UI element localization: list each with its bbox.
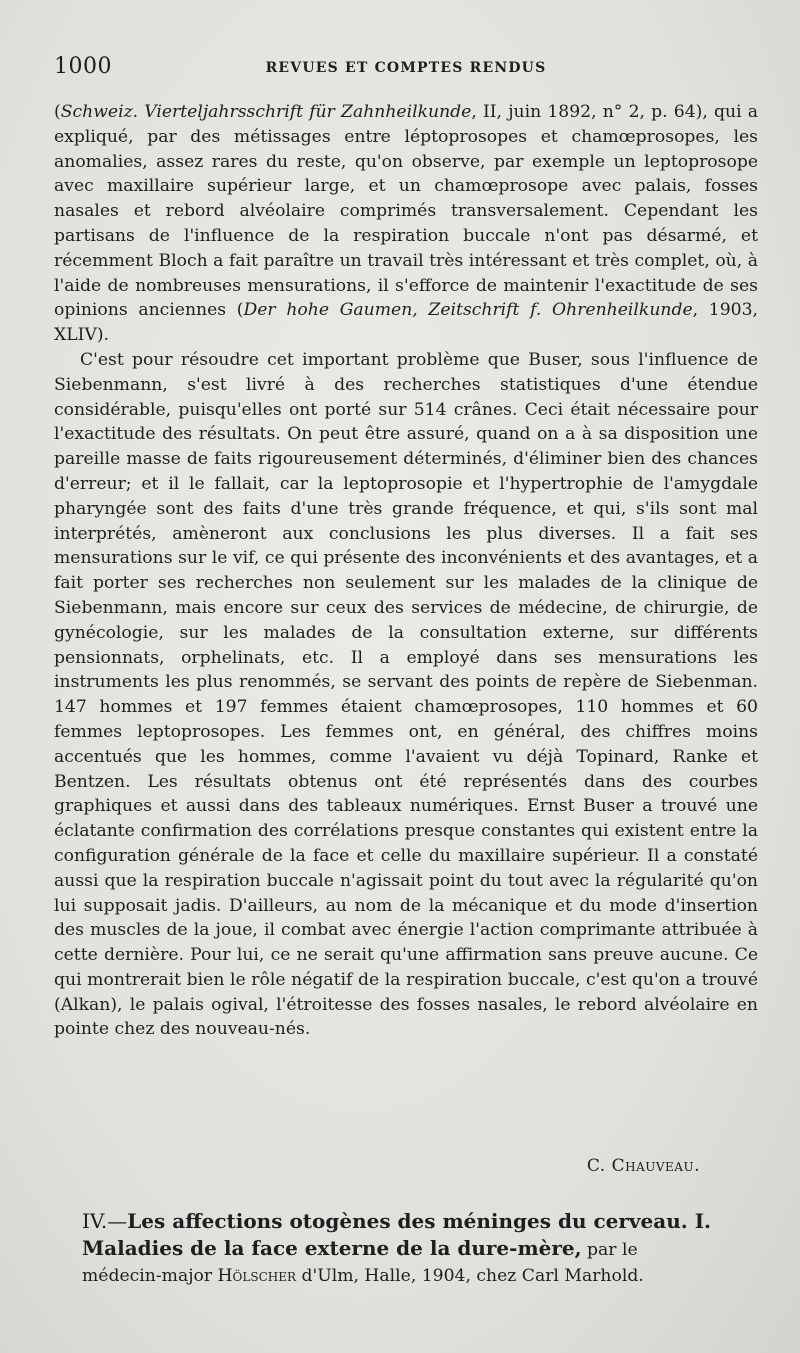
citation-article: Der hohe Gaumen, Zeitschrift f. Ohrenheilkunde: [243, 300, 693, 321]
body-text: [54, 100, 758, 1042]
paragraph-1: [54, 100, 758, 348]
signature-surname: Chauveau.: [611, 1156, 700, 1176]
signature-initial: C.: [586, 1156, 606, 1176]
paragraph-2: C'est pour résoudre cet important problème que Buser, sous l'influence de Siebenmann, s'est livré à des recherches statistiques d'une étendue considérable, puisqu'elles ont porté sur 514 crânes. Ceci était nécessaire pour l'exactitude des résultats. On peut être assuré, quand on a à sa disposition une pareille masse de faits rigoureusement déterminés, d'éliminer bien des chances d'erreur; et il le fallait, car la leptoprosopie et l'hypertrophie de l'amygdale pharyngée sont des faits d'une très grande fréquence, et qui, s'ils sont mal interprétés, amèneront aux conclusions les plus diverses. Il a fait ses mensurations sur le vif, ce qui présente des inconvénients et des avantages, et a fait porter ses recherches non seulement sur les malades de la clinique de Siebenmann, mais encore sur ceux des services de médecine, de chirurgie, de gynécologie, sur les malades de la consultation externe, sur différents pensionnats, orphelinats, etc. Il a employé dans ses mensurations les instruments les plus renommés, se servant des points de repère de Siebenman. 147 hommes et 197 femmes étaient chamœprosopes, 110 hommes et 60 femmes leptoprosopes. Les femmes ont, en général, des chiffres moins accentués que les hommes, comme l'avaient vu déjà Topinard, Ranke et Bentzen. Les résultats obtenus ont été représentés dans des courbes graphiques et aussi dans des tableaux numériques. Ernst Buser a trouvé une éclatante confirmation des corrélations presque constantes qui existent entre la configuration générale de la face et celle du maxillaire supérieur. Il a constaté aussi que la respiration buccale n'agissait point du tout avec la régularité qu'on lui supposait jadis. D'ailleurs, au nom de la mécanique et du mode d'insertion des muscles de la joue, il combat avec énergie l'action comprimante attribuée à cette dernière. Pour lui, ce ne serait qu'une affirmation sans preuve aucune. Ce qui montrerait bien le rôle négatif de la respiration buccale, c'est qu'on a trouvé (Alkan), le palais ogival, l'étroitesse des fosses nasales, le rebord alvéolaire en pointe chez des nouveau-nés.: [54, 349, 758, 1040]
publication-info: d'Ulm, Halle, 1904, chez Carl Marhold.: [296, 1266, 644, 1286]
review-heading: [82, 1208, 758, 1288]
page-number: 1000: [54, 54, 112, 79]
review-by: par le: [581, 1240, 638, 1260]
review-author-line: [82, 1264, 758, 1288]
citation-journal: Schweiz. Vierteljahrsschrift für Zahnheilkunde: [60, 102, 472, 122]
paragraph-1-text: , II, juin 1892, n° 2, p. 64), qui a expliqué, par des métissages entre léptoprosopes et chamœprosopes, les anomalies, assez rares du reste, qu'on observe, par exemple un leptoprosope avec maxillaire supérieur large, et un chamœprosope avec palais, fosses nasales et rebord alvéolaire comprimés transversalement. Cependant les partisans de l'influence de la respiration buccale n'ont pas désarmé, et récemment Bloch a fait paraître un travail très intéressant et très complet, où, à l'aide de nombreuses mensurations, il s'efforce de maintenir l'exactitude de ses opinions anciennes (: [54, 102, 759, 321]
review-title: Les affections otogènes des méninges du cerveau. I. Maladies de la face externe de la dure-mère,: [82, 1209, 712, 1260]
page-header: [54, 54, 758, 84]
paren-open: (: [54, 102, 61, 122]
review-number: IV.: [82, 1209, 108, 1233]
citation-end: , 1903, XLIV).: [54, 300, 759, 346]
author-name: Hölscher: [217, 1266, 297, 1286]
author-rank: médecin-major: [82, 1266, 218, 1286]
review-signature: [587, 1156, 700, 1176]
review-dash: —: [107, 1209, 128, 1233]
running-head: REVUES ET COMPTES RENDUS: [265, 60, 547, 76]
